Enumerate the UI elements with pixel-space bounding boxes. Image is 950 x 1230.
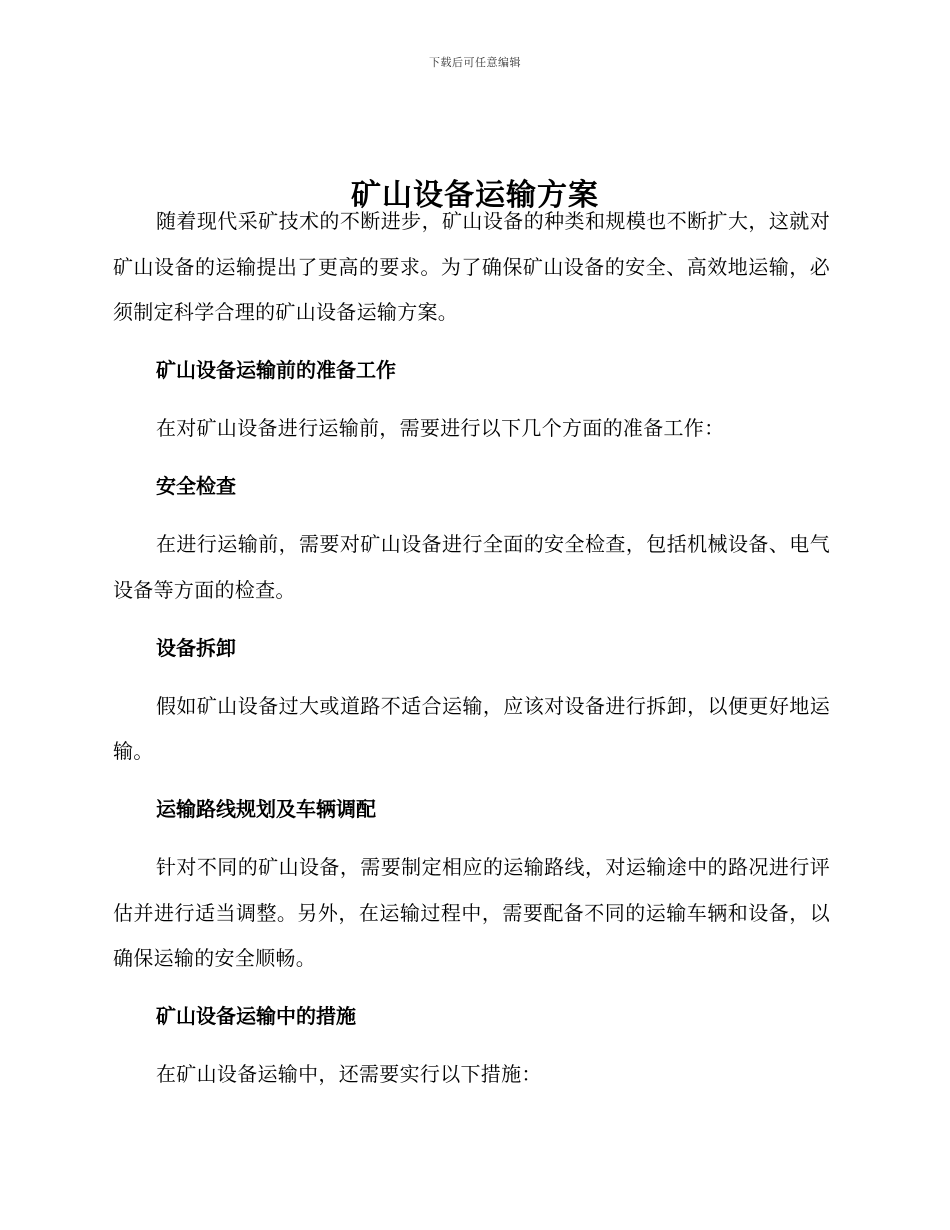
header-note: 下载后可任意编辑 [429, 56, 521, 69]
document-title: 矿山设备运输方案 [351, 178, 599, 214]
document-body [113, 199, 830, 1098]
section-heading-disassembly: 设备拆卸 [156, 635, 236, 660]
section-heading-preparation: 矿山设备运输前的准备工作 [156, 358, 396, 382]
section-heading-safety-check: 安全检查 [156, 474, 236, 498]
paragraph-safety-check: 在进行运输前，需要对矿山设备进行全面的安全检查，包括机械设备、电气设备等方面的检查。 [113, 532, 830, 602]
paragraph-preparation: 在对矿山设备进行运输前，需要进行以下几个方面的准备工作： [156, 416, 725, 440]
section-heading-transport-measures: 矿山设备运输中的措施 [156, 1004, 356, 1028]
paragraph-route-planning: 针对不同的矿山设备，需要制定相应的运输路线，对运输途中的路况进行评估并进行适当调整。另外，在运输过程中，需要配备不同的运输车辆和设备，以确保运输的安全顺畅。 [113, 855, 830, 970]
paragraph-transport-measures: 在矿山设备运输中，还需要实行以下措施： [156, 1062, 542, 1086]
paragraph-disassembly: 假如矿山设备过大或道路不适合运输，应该对设备进行拆卸，以便更好地运输。 [113, 693, 830, 763]
paragraph-intro: 随着现代采矿技术的不断进步，矿山设备的种类和规模也不断扩大，这就对矿山设备的运输提出了更高的要求。为了确保矿山设备的安全、高效地运输，必须制定科学合理的矿山设备运输方案。 [113, 209, 830, 324]
section-heading-route-planning: 运输路线规划及车辆调配 [156, 797, 376, 821]
